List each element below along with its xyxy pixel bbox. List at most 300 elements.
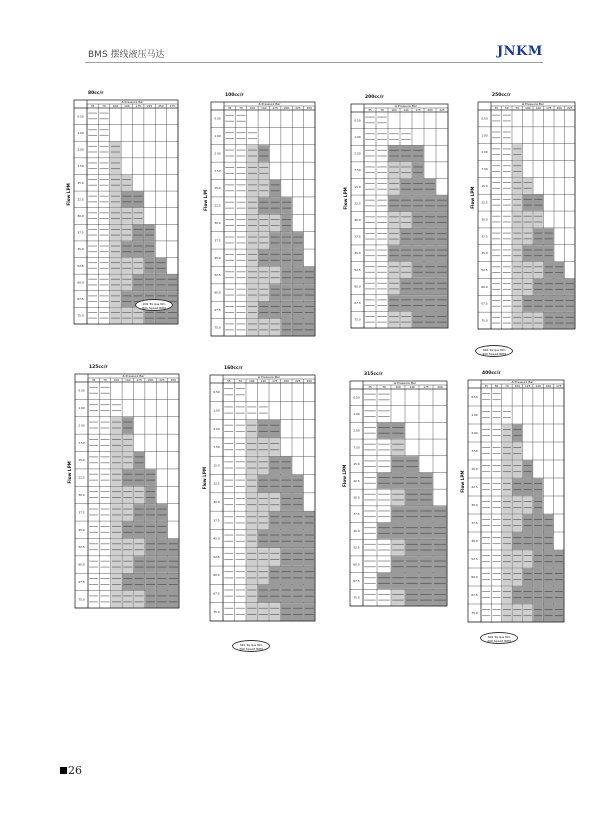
cell-value-mark	[282, 254, 291, 255]
flow-value: 52.5	[78, 545, 85, 550]
cell-value-mark	[392, 444, 404, 445]
cell-value-mark	[437, 305, 447, 306]
table-cell	[100, 591, 111, 608]
cell-value-mark	[534, 238, 542, 239]
cell-value-mark	[420, 511, 432, 512]
table-cell	[144, 275, 155, 291]
cell-value-mark	[224, 480, 233, 481]
legend-line: 200 Torque Nm	[142, 302, 166, 306]
cell-value-mark	[555, 555, 563, 556]
table-cell	[224, 302, 235, 319]
cell-value-mark	[270, 535, 279, 536]
cell-value-mark	[259, 406, 268, 407]
cell-value-mark	[145, 251, 154, 252]
cell-value-mark	[135, 601, 144, 602]
table-cell	[123, 452, 134, 469]
table-cell	[100, 400, 111, 417]
cell-value-mark	[534, 249, 542, 250]
table-cell	[491, 313, 501, 329]
legend-line: 801 Speed RPM	[142, 306, 166, 310]
table-cell	[376, 146, 387, 162]
cell-value-mark	[112, 474, 121, 475]
cell-value-mark	[248, 237, 257, 238]
cell-value-mark	[524, 188, 532, 189]
cell-value-mark	[364, 566, 376, 567]
table-cell	[523, 228, 533, 244]
table-cell	[502, 496, 512, 513]
flow-value: 0.50	[471, 395, 478, 399]
flow-value: 45.0	[213, 536, 220, 541]
cell-value-mark	[236, 394, 245, 395]
cell-value-mark	[434, 516, 446, 517]
cell-value-mark	[101, 509, 110, 510]
cell-value-mark	[168, 295, 177, 296]
pressure-value: 200	[556, 106, 562, 111]
table-cell	[247, 284, 258, 301]
cell-value-mark	[392, 511, 404, 512]
table-cell	[87, 142, 98, 158]
pressure-value: 140	[124, 104, 130, 109]
flow-axis-label: Flow LPM	[342, 464, 347, 488]
cell-value-mark	[282, 208, 291, 209]
cell-value-mark	[377, 117, 387, 118]
cell-value-mark	[270, 559, 279, 560]
table-cell	[492, 442, 502, 459]
table-cell	[363, 456, 376, 472]
cell-value-mark	[88, 218, 97, 219]
cell-value-mark	[305, 306, 314, 307]
cell-value-mark	[259, 329, 268, 330]
cell-value-mark	[378, 516, 390, 517]
table-cell	[281, 603, 292, 621]
cell-value-mark	[364, 449, 376, 450]
cell-value-mark	[392, 477, 404, 478]
flow-value: 52.5	[214, 273, 221, 278]
table-cell	[258, 566, 269, 584]
table-cell	[223, 493, 234, 511]
table-cell	[513, 496, 523, 513]
table-cell	[377, 590, 390, 606]
cell-value-mark	[364, 399, 376, 400]
cell-value-mark	[365, 183, 375, 184]
table-cell	[292, 530, 303, 548]
cell-value-mark	[503, 501, 511, 502]
cell-value-mark	[88, 118, 97, 119]
table-cell	[492, 514, 502, 531]
cell-value-mark	[492, 171, 500, 172]
table-cell	[123, 487, 134, 504]
pressure-value: 175	[136, 378, 142, 383]
table-cell	[258, 438, 269, 456]
cell-value-mark	[364, 466, 376, 467]
cell-value-mark	[270, 431, 279, 432]
table-cell	[391, 540, 404, 556]
cell-value-mark	[401, 139, 411, 140]
cell-value-mark	[271, 289, 280, 290]
table-cell	[281, 302, 292, 319]
table-cell	[388, 312, 399, 328]
flow-value: 7.50	[354, 168, 361, 173]
table-cell	[436, 195, 447, 211]
cell-value-mark	[271, 225, 280, 226]
table-cell	[236, 197, 247, 214]
table-cell	[145, 539, 156, 556]
table-cell	[236, 249, 247, 266]
table-cell	[492, 496, 502, 513]
table-cell	[400, 212, 411, 228]
cell-value-mark	[259, 486, 268, 487]
cell-value-mark	[270, 486, 279, 487]
cell-value-mark	[112, 561, 121, 562]
cell-value-mark	[145, 246, 154, 247]
cell-value-mark	[364, 410, 376, 411]
cell-value-mark	[534, 537, 542, 538]
cell-value-mark	[365, 233, 375, 234]
table-cell	[235, 475, 246, 493]
cell-value-mark	[224, 590, 233, 591]
table-cell	[391, 556, 404, 572]
cell-value-mark	[236, 406, 245, 407]
cell-value-mark	[425, 239, 435, 240]
cell-value-mark	[88, 152, 97, 153]
cell-value-mark	[282, 237, 291, 238]
cell-value-mark	[282, 480, 291, 481]
cell-value-mark	[524, 306, 532, 307]
cell-value-mark	[544, 561, 552, 562]
cell-value-mark	[425, 272, 435, 273]
cell-value-mark	[122, 295, 131, 296]
table-cell	[223, 457, 234, 475]
cell-value-mark	[389, 316, 399, 317]
cell-value-mark	[157, 514, 166, 515]
cell-value-mark	[524, 483, 532, 484]
table-cell	[247, 302, 258, 319]
table-cell	[481, 514, 491, 531]
cell-value-mark	[513, 233, 521, 234]
cell-value-mark	[377, 233, 387, 234]
table-cell	[481, 604, 491, 621]
cell-value-mark	[377, 288, 387, 289]
cell-value-mark	[225, 237, 234, 238]
cell-value-mark	[364, 427, 376, 428]
cell-value-mark	[482, 489, 490, 490]
table-cell	[110, 225, 121, 241]
flow-value: 1.00	[77, 130, 84, 135]
table-cell	[247, 145, 258, 162]
cell-value-mark	[492, 199, 500, 200]
cell-value-mark	[413, 222, 423, 223]
legend-line: 200 Speed RPM	[487, 639, 511, 643]
table-cell	[533, 228, 543, 244]
cell-value-mark	[389, 239, 399, 240]
cell-value-mark	[282, 225, 291, 226]
cell-value-mark	[89, 601, 98, 602]
table-cell	[304, 284, 315, 301]
table-cell	[224, 180, 235, 197]
cell-value-mark	[100, 218, 109, 219]
cell-value-mark	[566, 300, 574, 301]
cell-value-mark	[503, 137, 511, 138]
table-cell	[502, 586, 512, 603]
cell-value-mark	[482, 411, 490, 412]
table-cell	[512, 195, 522, 211]
cell-value-mark	[425, 316, 435, 317]
cell-value-mark	[111, 218, 120, 219]
table-cell	[88, 539, 99, 556]
pressure-value: 175	[272, 379, 278, 384]
cell-value-mark	[237, 254, 246, 255]
cell-value-mark	[259, 559, 268, 560]
cell-value-mark	[101, 543, 110, 544]
cell-value-mark	[236, 553, 245, 554]
pressure-value: 175	[423, 385, 429, 390]
cell-value-mark	[401, 133, 411, 134]
cell-value-mark	[88, 301, 97, 302]
table-cell	[157, 574, 168, 591]
flow-value: 60.0	[213, 573, 220, 578]
cell-value-mark	[364, 460, 376, 461]
cell-value-mark	[122, 284, 131, 285]
cell-value-mark	[524, 216, 532, 217]
cell-value-mark	[271, 190, 280, 191]
cell-value-mark	[135, 549, 144, 550]
cell-value-mark	[534, 579, 542, 580]
table-cell	[269, 530, 280, 548]
cell-value-mark	[248, 242, 257, 243]
cell-value-mark	[135, 497, 144, 498]
cell-value-mark	[482, 543, 490, 544]
pressure-value: 35	[494, 106, 499, 111]
table-cell	[122, 308, 133, 324]
cell-value-mark	[406, 516, 418, 517]
cell-value-mark	[89, 514, 98, 515]
flow-value: 67.5	[213, 591, 220, 596]
table-cell	[502, 110, 512, 126]
table-cell	[436, 262, 447, 278]
cell-value-mark	[123, 543, 132, 544]
cell-value-mark	[247, 541, 256, 542]
cell-value-mark	[513, 555, 521, 556]
table-cell	[87, 225, 98, 241]
cell-value-mark	[259, 590, 268, 591]
cell-value-mark	[247, 480, 256, 481]
cell-value-mark	[420, 550, 432, 551]
cell-value-mark	[377, 250, 387, 251]
cell-value-mark	[513, 222, 521, 223]
table-cell	[281, 475, 292, 493]
table-cell	[481, 496, 491, 513]
table-cell	[110, 191, 121, 207]
table-cell	[292, 548, 303, 566]
flow-value: 75.0	[213, 609, 220, 614]
flow-value: 7.50	[481, 166, 488, 171]
cell-value-mark	[101, 410, 110, 411]
cell-value-mark	[282, 614, 291, 615]
cell-value-mark	[259, 577, 268, 578]
cell-value-mark	[100, 318, 109, 319]
table-cell	[123, 539, 134, 556]
cell-value-mark	[236, 425, 245, 426]
table-cell	[246, 530, 257, 548]
flow-value: 67.5	[354, 301, 361, 306]
cell-value-mark	[534, 216, 542, 217]
cell-value-mark	[420, 500, 432, 501]
table-cell	[122, 191, 133, 207]
cell-value-mark	[492, 306, 500, 307]
table-cell	[281, 232, 292, 249]
flow-value: 7.50	[214, 168, 221, 173]
table-cell	[111, 452, 122, 469]
pressure-value: 225	[295, 379, 301, 384]
cell-value-mark	[157, 526, 166, 527]
cell-value-mark	[225, 306, 234, 307]
cell-value-mark	[482, 609, 490, 610]
cell-value-mark	[157, 543, 166, 544]
cell-value-mark	[377, 205, 387, 206]
cell-value-mark	[513, 579, 521, 580]
cell-value-mark	[413, 233, 423, 234]
cell-value-mark	[392, 516, 404, 517]
table-cell	[293, 232, 304, 249]
table-cell	[363, 556, 376, 572]
cell-value-mark	[146, 491, 155, 492]
pressure-value: 100	[249, 106, 256, 111]
table-cell	[436, 279, 447, 295]
cell-value-mark	[305, 329, 314, 330]
cell-value-mark	[437, 316, 447, 317]
cell-value-mark	[413, 316, 423, 317]
cell-value-mark	[247, 614, 256, 615]
cell-value-mark	[377, 283, 387, 284]
table-cell	[424, 179, 435, 195]
cell-value-mark	[365, 316, 375, 317]
table-cell	[391, 473, 404, 489]
table-cell	[99, 158, 110, 174]
cell-value-mark	[122, 229, 131, 230]
cell-value-mark	[437, 222, 447, 223]
table-cell	[258, 585, 269, 603]
table-cell	[424, 279, 435, 295]
cell-value-mark	[100, 113, 109, 114]
cell-value-mark	[111, 262, 120, 263]
cell-value-mark	[513, 238, 521, 239]
table-cell	[133, 241, 144, 257]
table-cell	[235, 457, 246, 475]
table-cell	[88, 452, 99, 469]
cell-value-mark	[513, 182, 521, 183]
table-cell	[376, 229, 387, 245]
cell-value-mark	[482, 555, 490, 556]
cell-value-mark	[282, 516, 291, 517]
cell-value-mark	[406, 550, 418, 551]
cell-value-mark	[111, 146, 120, 147]
flow-value: 2.00	[353, 428, 360, 433]
cell-value-mark	[100, 162, 109, 163]
cell-value-mark	[146, 480, 155, 481]
cell-value-mark	[224, 486, 233, 487]
cell-value-mark	[364, 550, 376, 551]
cell-value-mark	[156, 268, 165, 269]
table-cell	[391, 590, 404, 606]
cell-value-mark	[364, 516, 376, 517]
cell-value-mark	[544, 609, 552, 610]
cell-value-mark	[437, 200, 447, 201]
cell-value-mark	[123, 578, 132, 579]
cell-value-mark	[135, 514, 144, 515]
table-cell	[281, 530, 292, 548]
cell-value-mark	[544, 525, 552, 526]
cell-value-mark	[392, 500, 404, 501]
cell-value-mark	[237, 219, 246, 220]
cell-value-mark	[88, 284, 97, 285]
table-cell	[376, 212, 387, 228]
flow-value: 60.0	[471, 575, 478, 579]
cell-value-mark	[259, 289, 268, 290]
cell-value-mark	[270, 461, 279, 462]
cell-value-mark	[237, 329, 246, 330]
cell-value-mark	[293, 306, 302, 307]
cell-value-mark	[503, 154, 511, 155]
cell-value-mark	[169, 543, 178, 544]
cell-value-mark	[100, 179, 109, 180]
cell-value-mark	[112, 584, 121, 585]
table-cell	[364, 245, 375, 261]
cell-value-mark	[225, 202, 234, 203]
cell-value-mark	[270, 614, 279, 615]
cell-value-mark	[493, 543, 501, 544]
cell-value-mark	[524, 471, 532, 472]
cell-value-mark	[513, 561, 521, 562]
cell-value-mark	[392, 550, 404, 551]
pressure-value: 35	[227, 106, 232, 111]
cell-value-mark	[169, 595, 178, 596]
table-cell	[388, 295, 399, 311]
cell-value-mark	[293, 289, 302, 290]
cell-value-mark	[437, 266, 447, 267]
cell-value-mark	[492, 115, 500, 116]
flow-value: 22.5	[214, 203, 221, 208]
cell-value-mark	[513, 591, 521, 592]
table-cell	[363, 540, 376, 556]
flow-value: 0.50	[214, 116, 221, 121]
table-cell	[433, 540, 446, 556]
cell-value-mark	[377, 172, 387, 173]
legend-line: 450 Speed RPM	[482, 352, 506, 356]
cell-value-mark	[513, 615, 521, 616]
cell-value-mark	[145, 279, 154, 280]
table-cell	[281, 566, 292, 584]
table-cell	[363, 590, 376, 606]
table-cell	[363, 506, 376, 522]
cell-value-mark	[237, 190, 246, 191]
cell-value-mark	[146, 474, 155, 475]
cell-value-mark	[434, 594, 446, 595]
cell-value-mark	[364, 583, 376, 584]
cell-value-mark	[100, 168, 109, 169]
cell-value-mark	[392, 427, 404, 428]
cell-value-mark	[425, 299, 435, 300]
cell-value-mark	[112, 491, 121, 492]
table-cell	[223, 420, 234, 438]
cell-value-mark	[88, 262, 97, 263]
cell-value-mark	[237, 237, 246, 238]
cell-value-mark	[259, 425, 268, 426]
table-cell	[292, 603, 303, 621]
pressure-header-label: Δ Pressure Bar	[122, 374, 145, 379]
cell-value-mark	[413, 183, 423, 184]
cell-value-mark	[389, 156, 399, 157]
cell-value-mark	[101, 584, 110, 585]
